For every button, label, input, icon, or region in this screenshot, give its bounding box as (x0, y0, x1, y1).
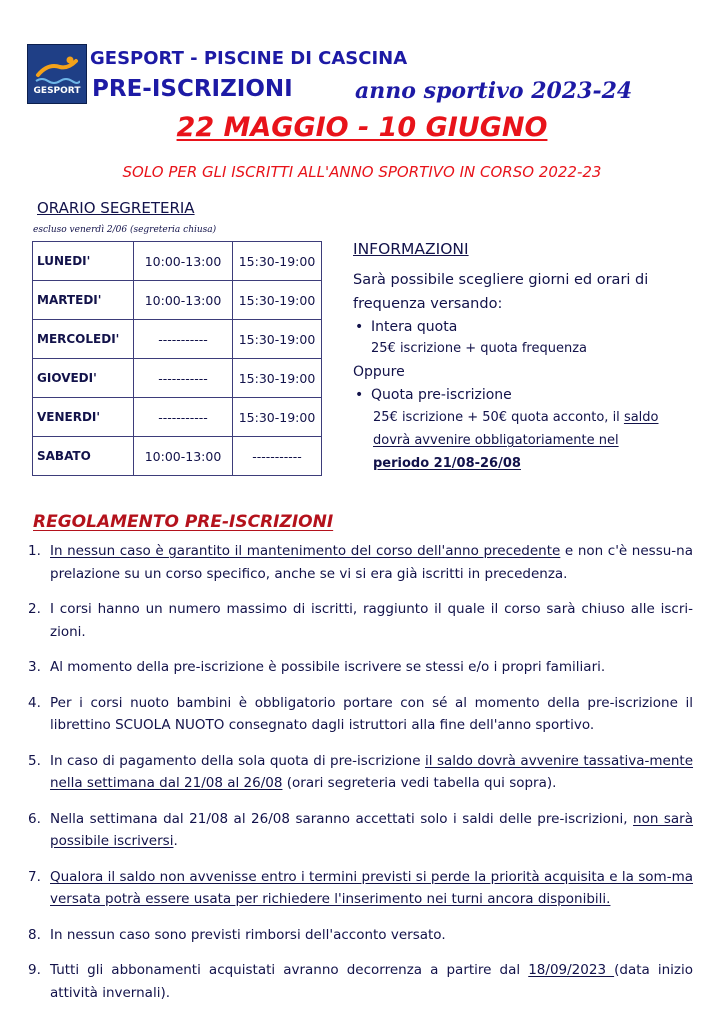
day-cell: SABATO (33, 437, 134, 476)
list-item: 9. Tutti gli abbonamenti acquistati avranno decorrenza a partire dal 18/09/2023 (data inizio attività invernali). (28, 962, 694, 1001)
day-cell: VENERDI' (33, 398, 134, 437)
afternoon-cell: 15:30-19:00 (233, 398, 322, 437)
info-period-row (353, 452, 693, 475)
rule-text: il saldo dovrà avvenire tassativa-mente nella settimana dal 21/08 al 26/08 (50, 752, 694, 791)
orario-title: ORARIO SEGRETERIA (37, 199, 195, 217)
day-cell: LUNEDI' (33, 242, 134, 281)
morning-cell: 10:00-13:00 (134, 281, 233, 320)
rule-text: I corsi hanno un numero massimo di iscritti, raggiunto il quale il corso sarà chiuso alle iscri-zioni. (50, 601, 693, 640)
list-item: 3. Al momento della pre-iscrizione è possibile iscrivere se stessi e/o i propri familiari. (28, 659, 606, 675)
swimmer-icon (34, 51, 80, 85)
afternoon-cell: 15:30-19:00 (233, 359, 322, 398)
rule-text: Per i corsi nuoto bambini è obbligatorio portare con sé al momento della pre-iscrizione il librettino SCUOLA NUOTO consegnato dagli istruttori alla fine dell'anno sportivo. (50, 694, 693, 733)
registration-dates: 22 MAGGIO - 10 GIUGNO (176, 112, 548, 143)
list-item: 5. In caso di pagamento della sola quota di pre-iscrizione il saldo dovrà avvenire tassativa-mente nella settimana dal 21/08 al 26/08 (orari segreteria vedi tabella qui sopra). (28, 752, 694, 791)
info-detail-saldo: saldo (623, 410, 659, 425)
afternoon-cell: 15:30-19:00 (233, 281, 322, 320)
table-row (33, 281, 322, 320)
morning-cell: ----------- (134, 320, 233, 359)
rules-list (28, 540, 693, 1017)
rule-text: 18/09/2023 (528, 962, 615, 978)
info-detail-text: 25€ iscrizione + 50€ quota acconto, il (373, 410, 624, 425)
info-option-pre-detail (353, 406, 693, 429)
rule-text: In nessun caso è garantito il mantenimento del corso dell'anno precedente (50, 543, 561, 559)
list-item: 4. Per i corsi nuoto bambini è obbligatorio portare con sé al momento della pre-iscrizione il librettino SCUOLA NUOTO consegnato dagli istruttori alla fine dell'anno sportivo. (28, 694, 693, 733)
info-oppure: Oppure (353, 364, 405, 380)
info-period: periodo 21/08-26/08 (373, 456, 521, 471)
rule-text: In nessun caso sono previsti rimborsi dell'acconto versato. (50, 926, 446, 943)
rule-text: Nella settimana dal 21/08 al 26/08 saranno accettati solo i saldi delle pre-iscrizioni, (50, 810, 634, 827)
rule-text: (data inizio attività invernali). (50, 962, 694, 1001)
regolamento-title: REGOLAMENTO PRE-ISCRIZIONI (33, 512, 334, 532)
restriction-notice: SOLO PER GLI ISCRITTI ALL'ANNO SPORTIVO IN CORSO 2022-23 (122, 163, 602, 181)
day-cell: MERCOLEDI' (33, 320, 134, 359)
office-hours-table (32, 241, 322, 476)
rule-text: In caso di pagamento della sola quota di pre-iscrizione (50, 752, 425, 769)
logo-text: GESPORT (33, 86, 81, 96)
table-row (33, 398, 322, 437)
season-label: anno sportivo 2023-24 (355, 78, 633, 104)
list-item: 2. I corsi hanno un numero massimo di iscritti, raggiunto il quale il corso sarà chiuso alle iscri-zioni. (28, 601, 693, 640)
day-cell: GIOVEDI' (33, 359, 134, 398)
table-row (33, 320, 322, 359)
rule-text: (orari segreteria vedi tabella qui sopra). (282, 775, 557, 791)
morning-cell: 10:00-13:00 (134, 242, 233, 281)
rule-text: e non c'è nessu-na prelazione su un corso specifico, anche se vi si era già iscritti in precedenza. (50, 543, 693, 582)
info-intro: Sarà possibile scegliere giorni ed orari di frequenza versando: (353, 272, 649, 312)
rule-text: Tutti gli abbonamenti acquistati avranno decorrenza a partire dal (50, 962, 529, 978)
info-option-pre: • Quota pre-iscrizione (353, 384, 693, 406)
info-detail-obbligo: dovrà avvenire obbligatoriamente nel (373, 433, 619, 448)
list-item: 6. Nella settimana dal 21/08 al 26/08 saranno accettati solo i saldi delle pre-iscrizioni, non sarà possibile iscriversi. (28, 810, 694, 849)
morning-cell: 10:00-13:00 (134, 437, 233, 476)
rule-text: non sarà possibile iscriversi (50, 810, 694, 849)
organization-name: GESPORT - PISCINE DI CASCINA (90, 48, 408, 69)
table-row (33, 242, 322, 281)
info-option-full: • Intera quota (353, 316, 693, 338)
afternoon-cell: 15:30-19:00 (233, 242, 322, 281)
info-option-full-detail: 25€ iscrizione + quota frequenza (371, 341, 588, 356)
afternoon-cell: ----------- (233, 437, 322, 476)
table-row (33, 437, 322, 476)
page-title: PRE-ISCRIZIONI (92, 76, 293, 102)
list-item: 8. In nessun caso sono previsti rimborsi dell'acconto versato. (28, 926, 446, 943)
morning-cell: ----------- (134, 398, 233, 437)
rule-text: Al momento della pre-iscrizione è possibile iscrivere se stessi e/o i propri familiari. (50, 659, 606, 675)
day-cell: MARTEDI' (33, 281, 134, 320)
table-row (33, 359, 322, 398)
info-title: INFORMAZIONI (353, 240, 469, 258)
afternoon-cell: 15:30-19:00 (233, 320, 322, 359)
info-panel (353, 240, 693, 475)
orario-note: escluso venerdì 2/06 (segreteria chiusa) (33, 225, 217, 235)
list-item: 7. Qualora il saldo non avvenisse entro i termini previsti si perde la priorità acquisita e la som-ma versata potrà essere usata per richiedere l'inserimento nei turni ancora disponibili. (28, 868, 693, 907)
rule-text: Qualora il saldo non avvenisse entro i termini previsti si perde la priorità acquisita e la som-ma versata potrà essere usata per richiedere l'inserimento nei turni ancora disponibili. (50, 868, 693, 907)
list-item: 1. In nessun caso è garantito il mantenimento del corso dell'anno precedente e non c'è nessu-na prelazione su un corso specifico, anche se vi si era già iscritti in precedenza. (28, 543, 693, 582)
morning-cell: ----------- (134, 359, 233, 398)
gesport-logo (27, 44, 87, 104)
rule-text: . (173, 833, 178, 849)
